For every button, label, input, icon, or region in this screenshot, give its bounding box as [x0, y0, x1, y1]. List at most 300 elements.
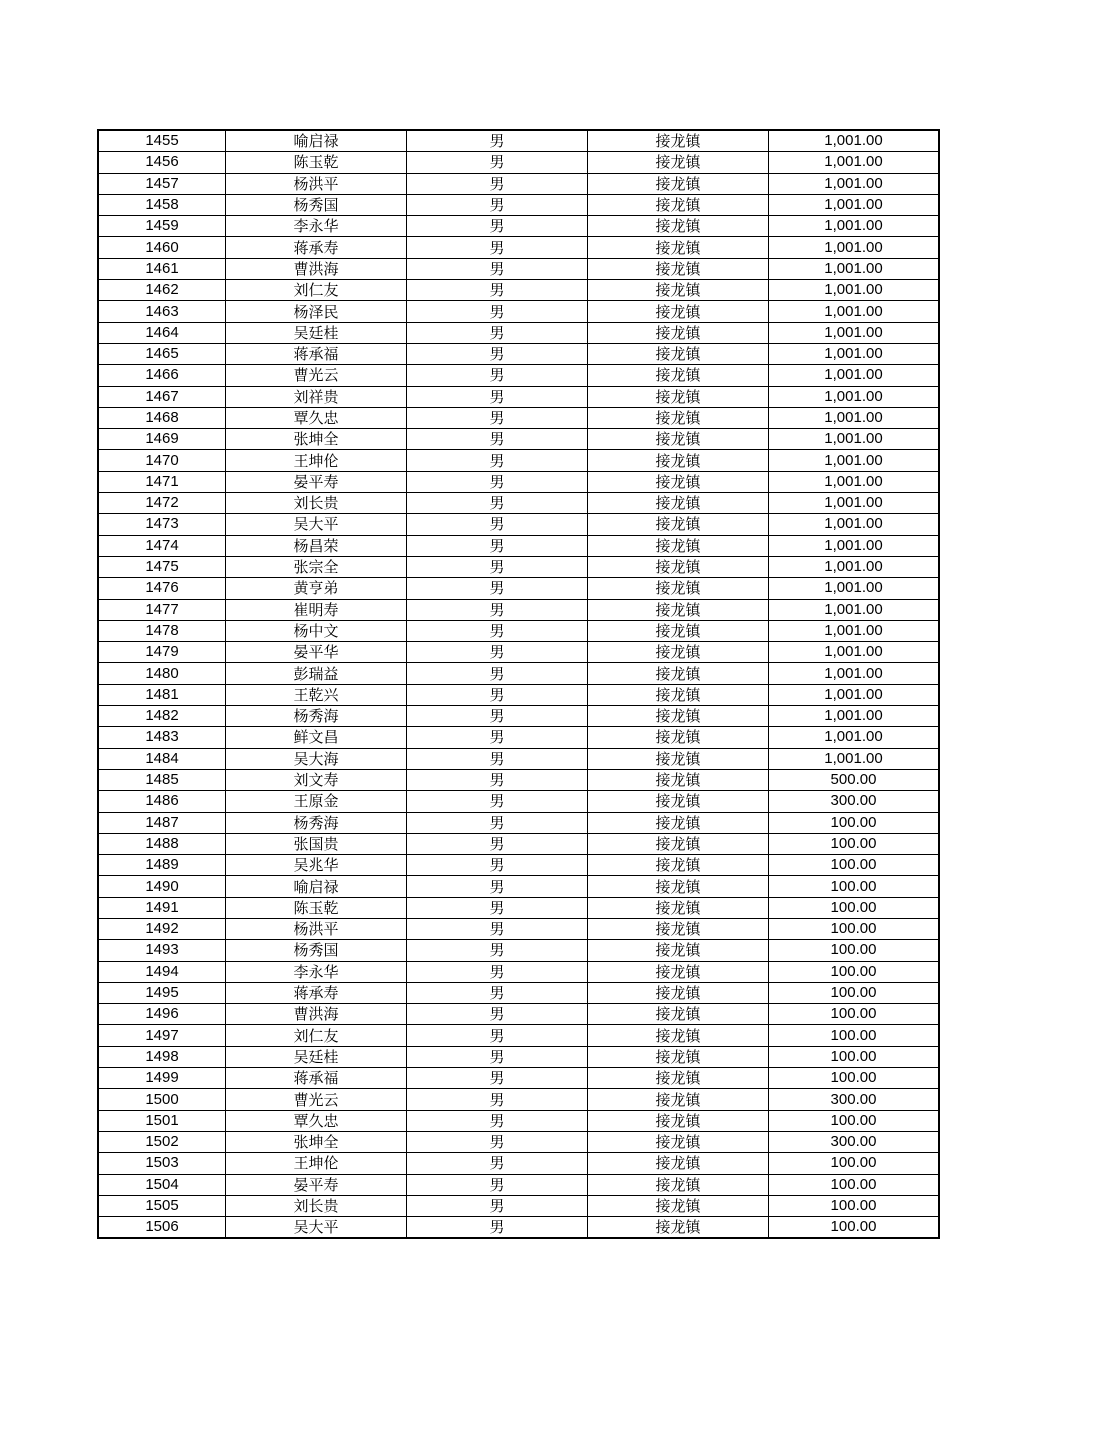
name-cell: 王坤伦 [226, 450, 407, 471]
amount-cell: 1,001.00 [769, 748, 940, 769]
table-row [98, 833, 939, 854]
gender-cell: 男 [407, 727, 588, 748]
row-number-cell: 1498 [98, 1046, 226, 1067]
name-cell: 喻启禄 [226, 876, 407, 897]
amount-cell: 1,001.00 [769, 684, 940, 705]
town-cell: 接龙镇 [588, 258, 769, 279]
name-cell: 曹光云 [226, 365, 407, 386]
table-row [98, 1131, 939, 1152]
amount-cell: 1,001.00 [769, 663, 940, 684]
gender-cell: 男 [407, 471, 588, 492]
amount-cell: 1,001.00 [769, 407, 940, 428]
town-cell: 接龙镇 [588, 1131, 769, 1152]
town-cell: 接龙镇 [588, 1110, 769, 1131]
gender-cell: 男 [407, 833, 588, 854]
row-number-cell: 1461 [98, 258, 226, 279]
gender-cell: 男 [407, 642, 588, 663]
table-row [98, 301, 939, 322]
gender-cell: 男 [407, 748, 588, 769]
gender-cell: 男 [407, 556, 588, 577]
name-cell: 曹洪海 [226, 1004, 407, 1025]
gender-cell: 男 [407, 322, 588, 343]
name-cell: 杨昌荣 [226, 535, 407, 556]
amount-cell: 100.00 [769, 940, 940, 961]
name-cell: 杨洪平 [226, 173, 407, 194]
row-number-cell: 1458 [98, 194, 226, 215]
amount-cell: 1,001.00 [769, 578, 940, 599]
data-table [97, 129, 940, 1239]
row-number-cell: 1477 [98, 599, 226, 620]
table-row [98, 258, 939, 279]
town-cell: 接龙镇 [588, 130, 769, 152]
row-number-cell: 1502 [98, 1131, 226, 1152]
town-cell: 接龙镇 [588, 556, 769, 577]
table-row [98, 514, 939, 535]
town-cell: 接龙镇 [588, 1089, 769, 1110]
name-cell: 刘祥贵 [226, 386, 407, 407]
town-cell: 接龙镇 [588, 1174, 769, 1195]
row-number-cell: 1499 [98, 1068, 226, 1089]
name-cell: 蒋承寿 [226, 982, 407, 1003]
amount-cell: 100.00 [769, 1153, 940, 1174]
row-number-cell: 1504 [98, 1174, 226, 1195]
name-cell: 吴廷桂 [226, 1046, 407, 1067]
table-row [98, 450, 939, 471]
gender-cell: 男 [407, 918, 588, 939]
gender-cell: 男 [407, 237, 588, 258]
row-number-cell: 1482 [98, 706, 226, 727]
row-number-cell: 1481 [98, 684, 226, 705]
name-cell: 张坤全 [226, 1131, 407, 1152]
gender-cell: 男 [407, 1089, 588, 1110]
table-row [98, 1174, 939, 1195]
gender-cell: 男 [407, 1217, 588, 1239]
amount-cell: 300.00 [769, 1089, 940, 1110]
name-cell: 刘仁友 [226, 1025, 407, 1046]
amount-cell: 100.00 [769, 812, 940, 833]
table-row [98, 386, 939, 407]
name-cell: 喻启禄 [226, 130, 407, 152]
town-cell: 接龙镇 [588, 280, 769, 301]
town-cell: 接龙镇 [588, 450, 769, 471]
name-cell: 曹光云 [226, 1089, 407, 1110]
gender-cell: 男 [407, 1131, 588, 1152]
row-number-cell: 1455 [98, 130, 226, 152]
gender-cell: 男 [407, 663, 588, 684]
amount-cell: 100.00 [769, 1195, 940, 1216]
row-number-cell: 1478 [98, 620, 226, 641]
amount-cell: 100.00 [769, 1046, 940, 1067]
name-cell: 曹洪海 [226, 258, 407, 279]
row-number-cell: 1493 [98, 940, 226, 961]
town-cell: 接龙镇 [588, 194, 769, 215]
gender-cell: 男 [407, 578, 588, 599]
gender-cell: 男 [407, 1153, 588, 1174]
row-number-cell: 1490 [98, 876, 226, 897]
table-row [98, 855, 939, 876]
name-cell: 杨秀海 [226, 706, 407, 727]
name-cell: 覃久忠 [226, 1110, 407, 1131]
table-row [98, 194, 939, 215]
amount-cell: 100.00 [769, 897, 940, 918]
row-number-cell: 1506 [98, 1217, 226, 1239]
amount-cell: 1,001.00 [769, 322, 940, 343]
row-number-cell: 1459 [98, 216, 226, 237]
amount-cell: 1,001.00 [769, 620, 940, 641]
town-cell: 接龙镇 [588, 769, 769, 790]
gender-cell: 男 [407, 301, 588, 322]
name-cell: 彭瑞益 [226, 663, 407, 684]
gender-cell: 男 [407, 1046, 588, 1067]
name-cell: 晏平华 [226, 642, 407, 663]
amount-cell: 100.00 [769, 961, 940, 982]
amount-cell: 100.00 [769, 1110, 940, 1131]
name-cell: 刘长贵 [226, 1195, 407, 1216]
town-cell: 接龙镇 [588, 961, 769, 982]
amount-cell: 300.00 [769, 1131, 940, 1152]
table-row [98, 1046, 939, 1067]
amount-cell: 100.00 [769, 876, 940, 897]
amount-cell: 100.00 [769, 1217, 940, 1239]
town-cell: 接龙镇 [588, 1153, 769, 1174]
table-row [98, 1025, 939, 1046]
row-number-cell: 1496 [98, 1004, 226, 1025]
gender-cell: 男 [407, 620, 588, 641]
gender-cell: 男 [407, 791, 588, 812]
name-cell: 张坤全 [226, 429, 407, 450]
row-number-cell: 1469 [98, 429, 226, 450]
amount-cell: 1,001.00 [769, 535, 940, 556]
gender-cell: 男 [407, 173, 588, 194]
amount-cell: 1,001.00 [769, 194, 940, 215]
town-cell: 接龙镇 [588, 748, 769, 769]
table-row [98, 748, 939, 769]
town-cell: 接龙镇 [588, 578, 769, 599]
amount-cell: 1,001.00 [769, 471, 940, 492]
row-number-cell: 1474 [98, 535, 226, 556]
table-row [98, 322, 939, 343]
gender-cell: 男 [407, 343, 588, 364]
row-number-cell: 1471 [98, 471, 226, 492]
town-cell: 接龙镇 [588, 833, 769, 854]
table-row [98, 343, 939, 364]
gender-cell: 男 [407, 769, 588, 790]
amount-cell: 100.00 [769, 833, 940, 854]
table-row [98, 578, 939, 599]
row-number-cell: 1492 [98, 918, 226, 939]
table-row [98, 769, 939, 790]
amount-cell: 1,001.00 [769, 301, 940, 322]
row-number-cell: 1489 [98, 855, 226, 876]
gender-cell: 男 [407, 1025, 588, 1046]
amount-cell: 1,001.00 [769, 706, 940, 727]
row-number-cell: 1497 [98, 1025, 226, 1046]
table-row [98, 706, 939, 727]
gender-cell: 男 [407, 194, 588, 215]
name-cell: 陈玉乾 [226, 897, 407, 918]
name-cell: 吴大平 [226, 1217, 407, 1239]
name-cell: 吴大海 [226, 748, 407, 769]
table-row [98, 556, 939, 577]
amount-cell: 1,001.00 [769, 216, 940, 237]
amount-cell: 1,001.00 [769, 599, 940, 620]
amount-cell: 100.00 [769, 918, 940, 939]
town-cell: 接龙镇 [588, 1068, 769, 1089]
amount-cell: 1,001.00 [769, 152, 940, 173]
name-cell: 王原金 [226, 791, 407, 812]
town-cell: 接龙镇 [588, 216, 769, 237]
town-cell: 接龙镇 [588, 918, 769, 939]
gender-cell: 男 [407, 876, 588, 897]
town-cell: 接龙镇 [588, 301, 769, 322]
gender-cell: 男 [407, 429, 588, 450]
name-cell: 王乾兴 [226, 684, 407, 705]
table-row [98, 535, 939, 556]
row-number-cell: 1494 [98, 961, 226, 982]
town-cell: 接龙镇 [588, 152, 769, 173]
town-cell: 接龙镇 [588, 791, 769, 812]
table-row [98, 237, 939, 258]
table-row [98, 407, 939, 428]
name-cell: 杨秀国 [226, 194, 407, 215]
name-cell: 杨泽民 [226, 301, 407, 322]
table-row [98, 130, 939, 152]
table-row [98, 642, 939, 663]
town-cell: 接龙镇 [588, 407, 769, 428]
name-cell: 刘仁友 [226, 280, 407, 301]
table-row [98, 620, 939, 641]
amount-cell: 1,001.00 [769, 173, 940, 194]
gender-cell: 男 [407, 1195, 588, 1216]
gender-cell: 男 [407, 514, 588, 535]
row-number-cell: 1483 [98, 727, 226, 748]
gender-cell: 男 [407, 897, 588, 918]
name-cell: 晏平寿 [226, 471, 407, 492]
town-cell: 接龙镇 [588, 706, 769, 727]
amount-cell: 100.00 [769, 1025, 940, 1046]
table-row [98, 280, 939, 301]
gender-cell: 男 [407, 216, 588, 237]
gender-cell: 男 [407, 386, 588, 407]
gender-cell: 男 [407, 1004, 588, 1025]
amount-cell: 100.00 [769, 982, 940, 1003]
amount-cell: 1,001.00 [769, 642, 940, 663]
gender-cell: 男 [407, 450, 588, 471]
amount-cell: 1,001.00 [769, 514, 940, 535]
table-row [98, 812, 939, 833]
name-cell: 张宗全 [226, 556, 407, 577]
name-cell: 陈玉乾 [226, 152, 407, 173]
table-row [98, 876, 939, 897]
row-number-cell: 1479 [98, 642, 226, 663]
table-row [98, 791, 939, 812]
gender-cell: 男 [407, 1110, 588, 1131]
row-number-cell: 1473 [98, 514, 226, 535]
row-number-cell: 1457 [98, 173, 226, 194]
gender-cell: 男 [407, 407, 588, 428]
table-row [98, 365, 939, 386]
town-cell: 接龙镇 [588, 493, 769, 514]
gender-cell: 男 [407, 365, 588, 386]
amount-cell: 500.00 [769, 769, 940, 790]
row-number-cell: 1505 [98, 1195, 226, 1216]
name-cell: 杨秀国 [226, 940, 407, 961]
amount-cell: 1,001.00 [769, 386, 940, 407]
amount-cell: 1,001.00 [769, 130, 940, 152]
row-number-cell: 1463 [98, 301, 226, 322]
amount-cell: 100.00 [769, 855, 940, 876]
row-number-cell: 1475 [98, 556, 226, 577]
row-number-cell: 1495 [98, 982, 226, 1003]
row-number-cell: 1456 [98, 152, 226, 173]
gender-cell: 男 [407, 535, 588, 556]
town-cell: 接龙镇 [588, 663, 769, 684]
table-row [98, 897, 939, 918]
gender-cell: 男 [407, 855, 588, 876]
gender-cell: 男 [407, 130, 588, 152]
row-number-cell: 1472 [98, 493, 226, 514]
table-row [98, 429, 939, 450]
town-cell: 接龙镇 [588, 322, 769, 343]
table-row [98, 1153, 939, 1174]
table-body [98, 130, 939, 1238]
town-cell: 接龙镇 [588, 982, 769, 1003]
gender-cell: 男 [407, 684, 588, 705]
table-row [98, 1068, 939, 1089]
name-cell: 李永华 [226, 216, 407, 237]
table-row [98, 173, 939, 194]
amount-cell: 1,001.00 [769, 727, 940, 748]
name-cell: 刘长贵 [226, 493, 407, 514]
row-number-cell: 1466 [98, 365, 226, 386]
name-cell: 蒋承福 [226, 1068, 407, 1089]
gender-cell: 男 [407, 1068, 588, 1089]
amount-cell: 1,001.00 [769, 258, 940, 279]
gender-cell: 男 [407, 258, 588, 279]
row-number-cell: 1503 [98, 1153, 226, 1174]
town-cell: 接龙镇 [588, 897, 769, 918]
table-row [98, 1004, 939, 1025]
town-cell: 接龙镇 [588, 1195, 769, 1216]
table-row [98, 471, 939, 492]
town-cell: 接龙镇 [588, 1025, 769, 1046]
town-cell: 接龙镇 [588, 1004, 769, 1025]
town-cell: 接龙镇 [588, 1046, 769, 1067]
row-number-cell: 1491 [98, 897, 226, 918]
gender-cell: 男 [407, 1174, 588, 1195]
name-cell: 吴大平 [226, 514, 407, 535]
row-number-cell: 1460 [98, 237, 226, 258]
row-number-cell: 1486 [98, 791, 226, 812]
name-cell: 李永华 [226, 961, 407, 982]
town-cell: 接龙镇 [588, 642, 769, 663]
amount-cell: 100.00 [769, 1174, 940, 1195]
name-cell: 黄亨弟 [226, 578, 407, 599]
town-cell: 接龙镇 [588, 1217, 769, 1239]
amount-cell: 1,001.00 [769, 556, 940, 577]
town-cell: 接龙镇 [588, 599, 769, 620]
name-cell: 崔明寿 [226, 599, 407, 620]
gender-cell: 男 [407, 599, 588, 620]
amount-cell: 1,001.00 [769, 343, 940, 364]
town-cell: 接龙镇 [588, 471, 769, 492]
name-cell: 王坤伦 [226, 1153, 407, 1174]
town-cell: 接龙镇 [588, 812, 769, 833]
amount-cell: 100.00 [769, 1068, 940, 1089]
table-row [98, 961, 939, 982]
gender-cell: 男 [407, 961, 588, 982]
amount-cell: 1,001.00 [769, 237, 940, 258]
town-cell: 接龙镇 [588, 940, 769, 961]
name-cell: 覃久忠 [226, 407, 407, 428]
row-number-cell: 1480 [98, 663, 226, 684]
town-cell: 接龙镇 [588, 237, 769, 258]
table-row [98, 684, 939, 705]
table-row [98, 982, 939, 1003]
town-cell: 接龙镇 [588, 855, 769, 876]
town-cell: 接龙镇 [588, 620, 769, 641]
name-cell: 鲜文昌 [226, 727, 407, 748]
row-number-cell: 1485 [98, 769, 226, 790]
table-row [98, 493, 939, 514]
amount-cell: 300.00 [769, 791, 940, 812]
table-row [98, 1195, 939, 1216]
row-number-cell: 1462 [98, 280, 226, 301]
name-cell: 蒋承福 [226, 343, 407, 364]
town-cell: 接龙镇 [588, 684, 769, 705]
name-cell: 吴廷桂 [226, 322, 407, 343]
row-number-cell: 1488 [98, 833, 226, 854]
name-cell: 刘文寿 [226, 769, 407, 790]
name-cell: 张国贵 [226, 833, 407, 854]
table-row [98, 918, 939, 939]
amount-cell: 100.00 [769, 1004, 940, 1025]
amount-cell: 1,001.00 [769, 429, 940, 450]
gender-cell: 男 [407, 982, 588, 1003]
row-number-cell: 1484 [98, 748, 226, 769]
row-number-cell: 1468 [98, 407, 226, 428]
town-cell: 接龙镇 [588, 514, 769, 535]
amount-cell: 1,001.00 [769, 450, 940, 471]
name-cell: 杨中文 [226, 620, 407, 641]
amount-cell: 1,001.00 [769, 280, 940, 301]
town-cell: 接龙镇 [588, 535, 769, 556]
amount-cell: 1,001.00 [769, 493, 940, 514]
gender-cell: 男 [407, 940, 588, 961]
gender-cell: 男 [407, 280, 588, 301]
table-row [98, 1089, 939, 1110]
town-cell: 接龙镇 [588, 343, 769, 364]
town-cell: 接龙镇 [588, 429, 769, 450]
table-row [98, 1217, 939, 1239]
town-cell: 接龙镇 [588, 365, 769, 386]
table-row [98, 727, 939, 748]
gender-cell: 男 [407, 493, 588, 514]
row-number-cell: 1500 [98, 1089, 226, 1110]
gender-cell: 男 [407, 706, 588, 727]
name-cell: 晏平寿 [226, 1174, 407, 1195]
row-number-cell: 1470 [98, 450, 226, 471]
name-cell: 吴兆华 [226, 855, 407, 876]
gender-cell: 男 [407, 152, 588, 173]
gender-cell: 男 [407, 812, 588, 833]
row-number-cell: 1487 [98, 812, 226, 833]
town-cell: 接龙镇 [588, 876, 769, 897]
table-row [98, 1110, 939, 1131]
town-cell: 接龙镇 [588, 727, 769, 748]
town-cell: 接龙镇 [588, 386, 769, 407]
row-number-cell: 1465 [98, 343, 226, 364]
